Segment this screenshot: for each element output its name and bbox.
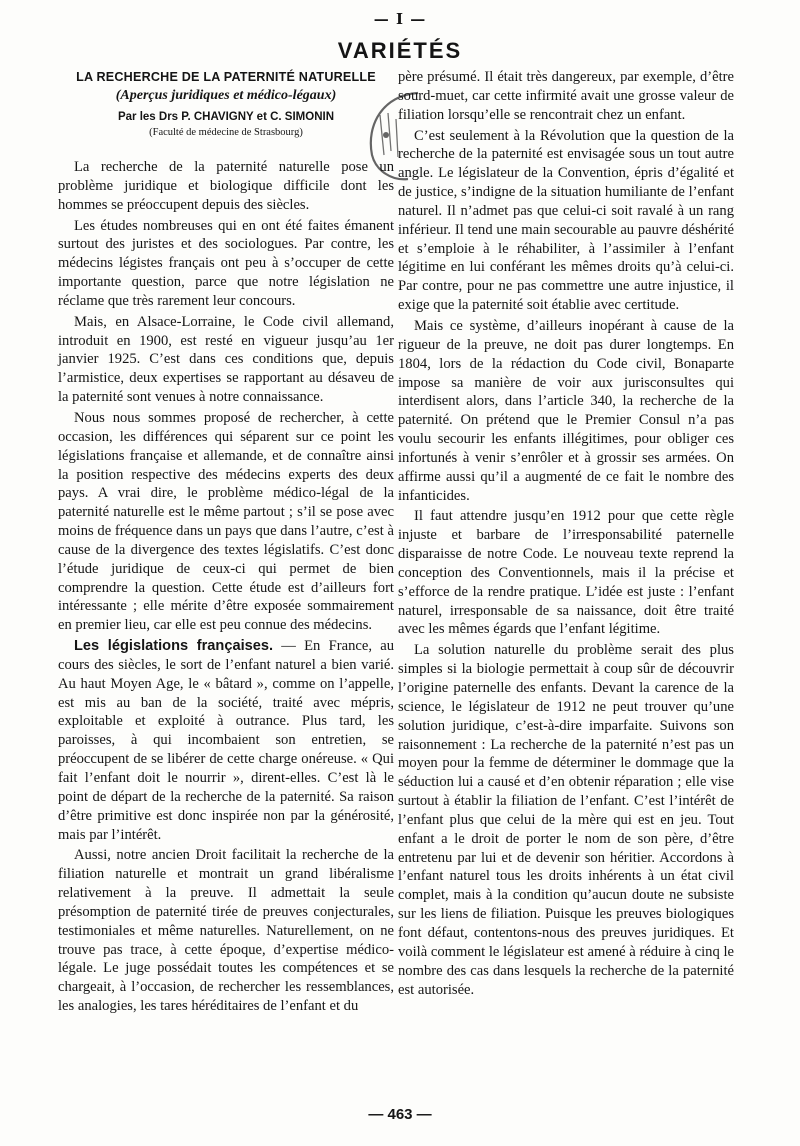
author-affiliation: (Faculté de médecine de Strasbourg) bbox=[149, 127, 303, 138]
paragraph: La solution naturelle du problème serait des plus simples si la biologie permettait à coup sûr de découvrir l’origine paternelle des enfants. Devant la carence de la science, le législateur de 1912 ne peut trouver qu’une solution juridique, c’est-à-dire imparfaite. Suivons son raisonnement : La recherche de la paternité n’est pas un moyen pour la femme de déterminer le dommage que la séduction lui a causé et d’en obtenir réparation ; elle vise surtout à établir la filiation de l’enfant. C’est l’intérêt de l’enfant plus que celui de la mère qui est en jeu. Tout enfant a le droit de porter le nom de son père, d’être entretenu par lui et de devenir son héritier. Accordons à l’enfant naturel tous les droits inhérents à un état civil complet, mais à la condition qu’aucun doute ne subsiste sur les liens de filiation. Puisque les preuves biologiques font défaut, contentons-nous des preuves juridiques. Et voilà comment le législateur est amené à réduire à cinq le nombre des cas dans lesquels la recherche de la paternité est autorisée. bbox=[398, 642, 734, 998]
top-page-marker: — I — bbox=[373, 10, 427, 28]
article-subtitle: (Aperçus juridiques et médico-légaux) bbox=[115, 88, 337, 103]
article-authors: Par les Drs P. CHAVIGNY et C. SIMONIN bbox=[117, 111, 334, 123]
paragraph: Il faut attendre jusqu’en 1912 pour que cette règle injuste et barbare de l’irresponsabilité paternelle disparaisse de notre Code. Le nouveau texte reprend la conception des Conventionnels, mais il la précise et s’efforce de la rendre pratique. L’idée est juste : l’enfant naturel, irresponsable de sa naissance, doit être traité avec les mêmes égards que l’enfant légitime. bbox=[398, 508, 734, 638]
paragraph: Les études nombreuses qui en ont été faites émanent surtout des juristes et des sociologues. Par contre, les médecins légistes français ont peu à s’occuper de cette importante question, parce que notre législation ne réclame que très rarement leur concours. bbox=[58, 217, 394, 309]
paragraph: La recherche de la paternité naturelle pose un problème juridique et biologique difficile dont les hommes se préoccupent depuis des siècles. bbox=[58, 159, 394, 213]
subheading-paragraph-text: — En France, au cours des siècles, le sort de l’enfant naturel a bien varié. Au haut Moyen Age, le « bâtard », comme on l’appelle, est mis au ban de la société, traité avec mépris, exploitable et exploité à outrance. Plus tard, les paroisses, à qui incombaient son entretien, se préoccupent de se libérer de cette charge onéreuse. « Qui fait l’enfant doit le nourrir », dirent-elles. C’est là le point de départ de la recherche de la paternité. Sa raison d’être primitive est donc inspirée non par la générosité, mais par l’intérêt. bbox=[58, 638, 394, 843]
paragraph: C’est seulement à la Révolution que la question de la recherche de la paternité est envisagée sous un tout autre angle. Le législateur de la Convention, épris d’égalité et de justice, s’indigne de la situation humiliante de l’enfant naturel. Il n’admet pas que celui-ci soit ravalé à un rang inférieur. Il tend une main secourable au pauvre déshérité et s’emploie à le réhabiliter, à l’assimiler à l’enfant légitime en lui conférant les mêmes droits qu’à celui-ci. Par contre, pour ne pas commettre une autre injustice, il exige que la paternité soit établie avec certitude. bbox=[398, 127, 734, 314]
section-title: VARIÉTÉS bbox=[337, 38, 463, 63]
paragraph: Nous nous sommes proposé de rechercher, à cette occasion, les différences qui séparent sur ce point les législations française et allemande, et de connaître ainsi la position respective des médecins experts des deux pays. A vrai dire, le problème médico-légal de la paternité naturelle est le même partout ; s’il se pose avec moins de fréquence dans un pays que dans l’autre, c’est à cause de la divergence des textes législatifs. C’est donc l’étude juridique de ceux-ci qui permet de bien comprendre la question. Cette étude est d’ailleurs fort intéressante ; elle mérite d’être exposée sommairement en premier lieu, car elle est peu connue des médecins. bbox=[58, 409, 394, 634]
paragraph bbox=[58, 637, 394, 844]
paragraph: Mais, en Alsace-Lorraine, le Code civil allemand, introduit en 1900, est resté en vigueur jusqu’au 1er janvier 1925. C’est dans ces conditions que, depuis l’armistice, deux expertises se rapportant au désaveu de la paternité sont venues à notre connaissance. bbox=[58, 313, 394, 406]
paragraph: père présumé. Il était très dangereux, par exemple, d’être sourd-muet, car cette infirmité avait une grosse valeur de filiation lorsqu’elle se rencontrait chez un enfant. bbox=[398, 69, 734, 123]
paragraph: Mais ce système, d’ailleurs inopérant à cause de la rigueur de la preuve, ne doit pas durer longtemps. En 1804, lors de la rédaction du Code civil, Bonaparte impose sa manière de voir aux jurisconsultes qui interdisent alors, dans l’article 340, la recherche de la paternité. On prétend que le Premier Consul n’a pas voulu secourir les enfants illégitimes, pour obliger ces infortunés à venir s’enrôler et à grossir ses armées. On affirme aussi qu’il a augmenté de ce fait le nombre des infanticides. bbox=[398, 317, 734, 504]
right-column bbox=[398, 68, 734, 1001]
article-title: LA RECHERCHE DE LA PATERNITÉ NATURELLE bbox=[76, 70, 376, 84]
page-number: — 463 — bbox=[368, 1106, 432, 1123]
left-column bbox=[58, 68, 394, 1018]
paragraph: Aussi, notre ancien Droit facilitait la recherche de la filiation naturelle et montrait un grand libéralisme relativement à la preuve. Il admettait la seule présomption de paternité tirée de preuves conjecturales, testimoniales et même naturelles. Naturellement, on ne trouve pas trace, à cette époque, d’expertise médico-légale. Le juge possédait toutes les compétences et se chargeait, à l’occasion, de rechercher les ressemblances, les analogies, les tares héréditaires de l’enfant et du bbox=[58, 847, 394, 1015]
subheading-french-legislation: Les législations françaises. bbox=[74, 638, 274, 655]
